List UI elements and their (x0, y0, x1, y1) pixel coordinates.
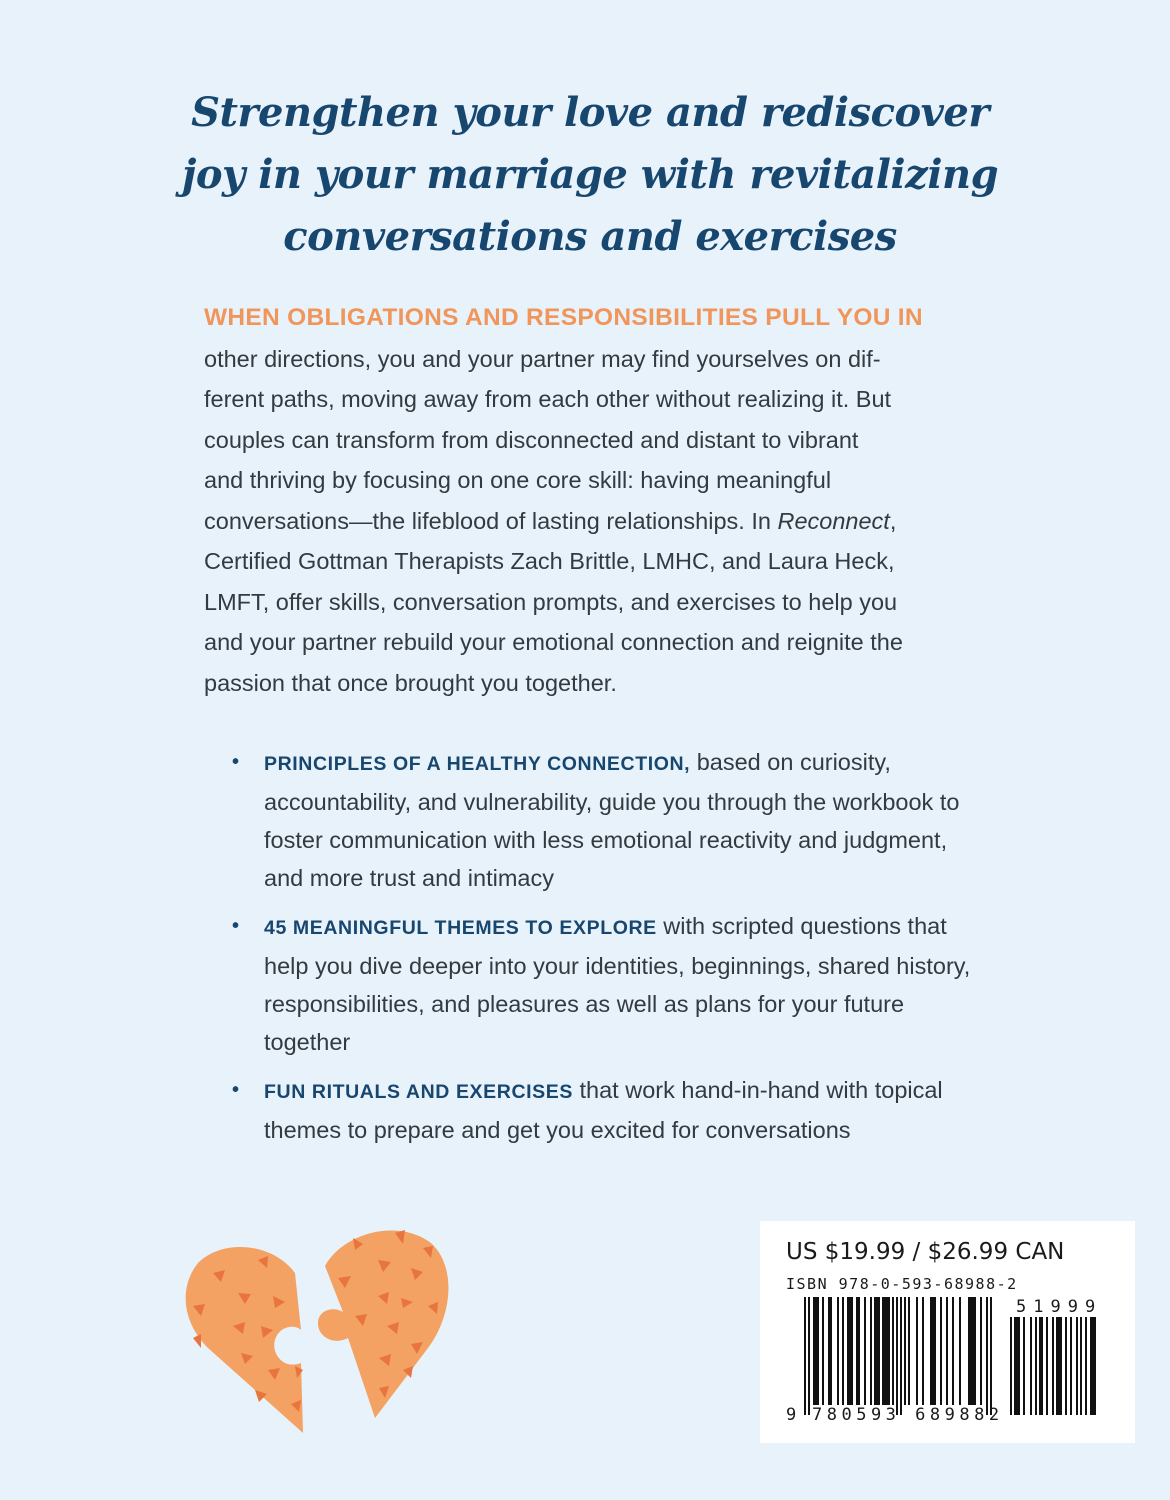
isbn-label: ISBN 978-0-593-68988-2 (786, 1275, 1018, 1293)
puzzle-heart-icon (183, 1218, 453, 1433)
feature-heading: FUN RITUALS AND EXERCISES (264, 1081, 573, 1103)
addon-digits: 51999 (1016, 1297, 1103, 1317)
book-title: Reconnect (777, 507, 890, 534)
description-line: passion that once brought you together. (204, 669, 617, 696)
feature-text: that work hand-in-hand with topical themes to prepare and get you excited for conversations (264, 1077, 943, 1143)
description-line (204, 501, 994, 542)
feature-text: based on curiosity, accountability, and vulnerability, guide you through the workbook to foster communication with less emotional reactivity and judgment, and more trust and intimacy (264, 749, 960, 891)
description-line: and thriving by focusing on one core skill: having meaningful (204, 467, 832, 493)
description-line: Certified Gottman Therapists Zach Brittle, LMHC, and Laura Heck, (204, 548, 895, 574)
price-label: US $19.99 / $26.99 CAN (786, 1239, 1065, 1265)
feature-item (230, 743, 990, 897)
feature-text: with scripted questions that help you dive deeper into your identities, beginnings, shared history, responsibilities, and pleasures as well as plans for your future together (264, 913, 971, 1055)
description-line: other directions, you and your partner may find yourselves on dif- (204, 345, 881, 372)
description-text: conversations—the lifeblood of lasting relationships. In (204, 507, 778, 534)
description-text: , (889, 507, 897, 534)
description-line: couples can transform from disconnected and distant to vibrant (204, 426, 859, 453)
description (204, 298, 994, 703)
barcode-icon (804, 1297, 994, 1415)
addon-barcode-icon (1010, 1317, 1102, 1415)
tagline-line-2: joy in your marriage with revitalizing (181, 151, 999, 198)
description-line: and your partner rebuild your emotional connection and reignite the (204, 629, 903, 655)
tagline (150, 82, 1030, 268)
description-line: LMFT, offer skills, conversation prompts, and exercises to help you (204, 588, 898, 615)
description-line: ferent paths, moving away from each other without realizing it. But (204, 386, 892, 412)
feature-heading: 45 MEANINGFUL THEMES TO EXPLORE (264, 917, 657, 939)
bullet-icon: • (232, 915, 240, 937)
feature-item (230, 907, 990, 1061)
tagline-line-1: Strengthen your love and rediscover (191, 89, 989, 136)
barcode-digit-first: 9 (786, 1405, 800, 1425)
barcode-digits: 780593 689882 (812, 1405, 1004, 1425)
feature-item (230, 1071, 990, 1149)
feature-list (230, 743, 990, 1159)
bullet-icon: • (232, 1079, 240, 1101)
feature-heading: PRINCIPLES OF A HEALTHY CONNECTION, (264, 753, 691, 775)
tagline-line-3: conversations and exercises (283, 213, 897, 260)
price-barcode-box (760, 1221, 1135, 1443)
description-lead: WHEN OBLIGATIONS AND RESPONSIBILITIES PULL YOU IN (204, 304, 923, 331)
bullet-icon: • (232, 751, 240, 773)
